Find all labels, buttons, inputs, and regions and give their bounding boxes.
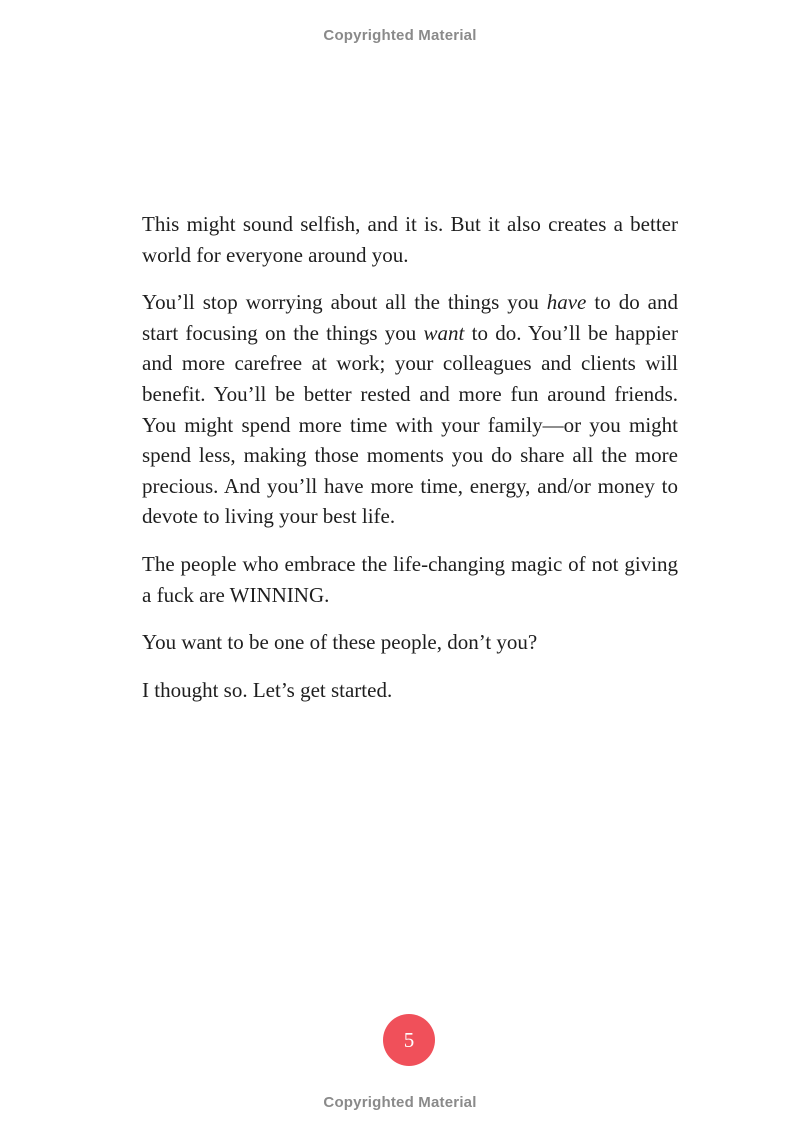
paragraph-4: You want to be one of these people, don’t you? (142, 630, 538, 655)
copyright-watermark-bottom: Copyrighted Material (323, 1094, 477, 1111)
copyright-watermark-top: Copyrighted Material (323, 27, 477, 44)
emphasis-have: have (546, 290, 587, 315)
paragraph-1: This might sound selfish, and it is. But it also creates a better world for everyone around you. (142, 212, 678, 267)
paragraph-2 (142, 287, 678, 532)
paragraph-2-part-c: to do. You’ll be happier and more carefree at work; your colleagues and clients will benefit. You’ll be better rested and more fun around friends. You might spend more time with your family—or you might spend less, making those moments you do share all the more precious. And you’ll have more time, energy, and/or money to devote to living your best life. (142, 320, 678, 529)
paragraph-2-part-b: to do and start focusing on the things you (142, 290, 678, 345)
page-number-badge: 5 (383, 1014, 435, 1066)
paragraph-5: I thought so. Let’s get started. (142, 677, 393, 702)
paragraph-2-part-a: You’ll stop worrying about all the things you (142, 290, 547, 315)
paragraph-3: The people who embrace the life-changing magic of not giving a fuck are WINNING. (142, 551, 678, 607)
emphasis-want: want (423, 320, 465, 345)
page-body (142, 209, 678, 722)
